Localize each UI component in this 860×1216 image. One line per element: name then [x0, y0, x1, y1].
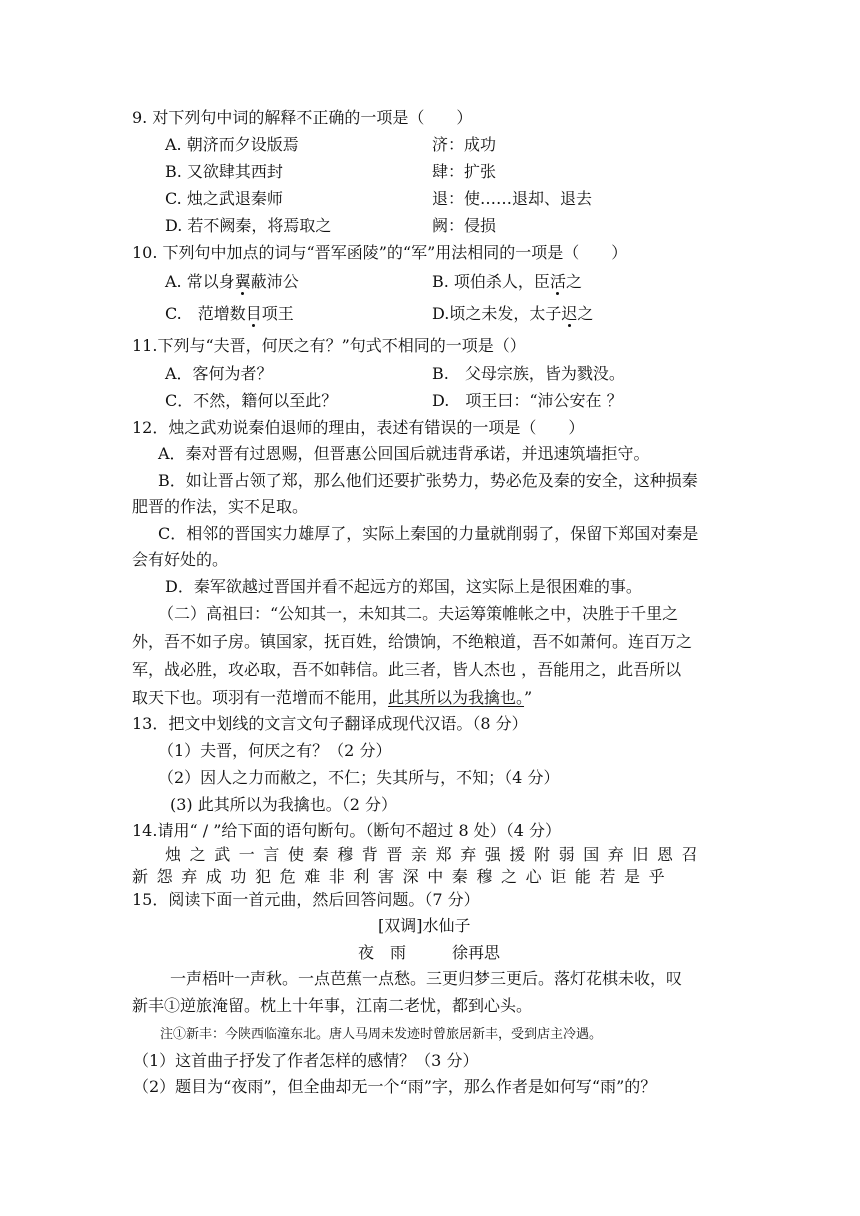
- q9-option-d: D. 若不阙秦，将焉取之: [165, 216, 332, 235]
- q9-gloss-b: 肆：扩张: [432, 162, 497, 181]
- dotted-word: 翼: [234, 272, 251, 291]
- passage-line-1: （二）高祖曰：“公知其一，未知其二。夫运筹策帷帐之中，决胜于千里之: [158, 604, 679, 623]
- q15-stem: 15．阅读下面一首元曲，然后回答问题。（7 分）: [132, 890, 480, 909]
- q9-option-a: A. 朝济而夕设版焉: [165, 135, 299, 154]
- q10-option-c: C. 范增数目项王: [165, 304, 294, 323]
- q13-sub-3: (3) 此其所以为我擒也。（2 分）: [170, 795, 398, 814]
- q15-sub-1: （1）这首曲子抒发了作者怎样的感情？（3 分）: [133, 1051, 479, 1070]
- q14-text-line-1: 烛之武一言使秦穆背晋亲郑弃强援附弱国弃旧恩召: [165, 845, 707, 864]
- q12-option-d: D．秦军欲越过晋国并看不起远方的郑国，这实际上是很困难的事。: [165, 577, 642, 596]
- q12-stem: 12．烛之武劝说秦伯退师的理由，表述有错误的一项是（ ）: [132, 418, 585, 437]
- q9-gloss-d: 阙：侵损: [432, 216, 497, 235]
- q11-option-c: C．不然，籍何以至此？: [165, 391, 338, 410]
- q12-option-a: A．秦对晋有过恩赐，但晋惠公回国后就违背承诺，并迅速筑墙拒守。: [158, 444, 650, 463]
- q11-option-b: B. 父母宗族，皆为戮没。: [432, 364, 625, 383]
- dotted-word: 活: [549, 272, 566, 291]
- q15-sub-2: （2）题目为“夜雨”，但全曲却无一个“雨”字，那么作者是如何写“雨”的？: [133, 1077, 657, 1096]
- poem-line-1: 一声梧叶一声秋。一点芭蕉一点愁。三更归梦三更后。落灯花棋未收，叹: [170, 969, 683, 988]
- poem-note: 注①新丰：今陕西临潼东北。唐人马周未发迹时曾旅居新丰，受到店主冷遇。: [160, 1027, 603, 1042]
- poem-author: 徐再思: [452, 943, 501, 962]
- q13-sub-1: （1）夫晋，何厌之有？（2 分）: [158, 741, 392, 760]
- q12-option-b-line2: 肥晋的作法，实不足取。: [132, 497, 309, 516]
- q12-option-c-line2: 会有好处的。: [132, 550, 229, 569]
- q11-option-d: D. 项王曰：“沛公安在 ？: [432, 391, 623, 410]
- underlined-sentence: 此其所以为我擒也。: [388, 688, 525, 707]
- q10-option-a: A. 常以身翼蔽沛公: [165, 272, 299, 291]
- poem-subtitle: 夜 雨: [358, 943, 407, 962]
- q14-stem: 14.请用“ / ”给下面的语句断句。（断句不超过 8 处）（4 分）: [132, 821, 561, 840]
- poem-title: [双调]水仙子: [378, 916, 471, 935]
- q10-option-d: D.顷之未发，太子迟之: [432, 304, 594, 323]
- q9-gloss-c: 退：使……退却、退去: [432, 189, 593, 208]
- q12-option-c-line1: C．相邻的晋国实力雄厚了，实际上秦国的力量就削弱了，保留下郑国对秦是: [158, 524, 699, 543]
- q13-sub-2: （2）因人之力而敝之，不仁；失其所与，不知；（4 分）: [158, 768, 560, 787]
- poem-line-2: 新丰①逆旅淹留。枕上十年事，江南二老忧，都到心头。: [132, 996, 533, 1015]
- dotted-word: 迟: [561, 304, 578, 323]
- q9-gloss-a: 济：成功: [432, 135, 497, 154]
- q9-stem: 9. 对下列句中词的解释不正确的一项是（ ）: [132, 108, 473, 127]
- q10-option-b: B. 项伯杀人，臣活之: [432, 272, 582, 291]
- q10-stem: 10. 下列句中加点的词与“晋军函陵”的“军”用法相同的一项是（ ）: [132, 243, 628, 262]
- passage-line-3: 军，战必胜，攻必取，吾不如韩信。此三者，皆人杰也 ，吾能用之，此吾所以: [132, 660, 682, 679]
- q13-stem: 13．把文中划线的文言文句子翻译成现代汉语。（8 分）: [132, 714, 528, 733]
- q11-option-a: A．客何为者？: [165, 364, 273, 383]
- q14-text-line-2: 新怨弃成功犯危难非利害深中秦穆之心讵能若是乎: [132, 867, 674, 886]
- q9-option-c: C. 烛之武退秦师: [165, 189, 283, 208]
- q11-stem: 11.下列与“夫晋，何厌之有？”句式不相同的一项是（）: [132, 336, 526, 355]
- q12-option-b-line1: B．如让晋占领了郑，那么他们还要扩张势力，势必危及秦的安全，这种损秦: [158, 471, 698, 490]
- passage-line-4: 取天下也。项羽有一范增而不能用，此其所以为我擒也。”: [132, 688, 533, 707]
- passage-line-2: 外，吾不如子房。镇国家，抚百姓，给馈饷，不绝粮道，吾不如萧何。连百万之: [132, 632, 693, 651]
- q9-option-b: B. 又欲肆其西封: [165, 162, 283, 181]
- dotted-word: 目: [245, 304, 262, 323]
